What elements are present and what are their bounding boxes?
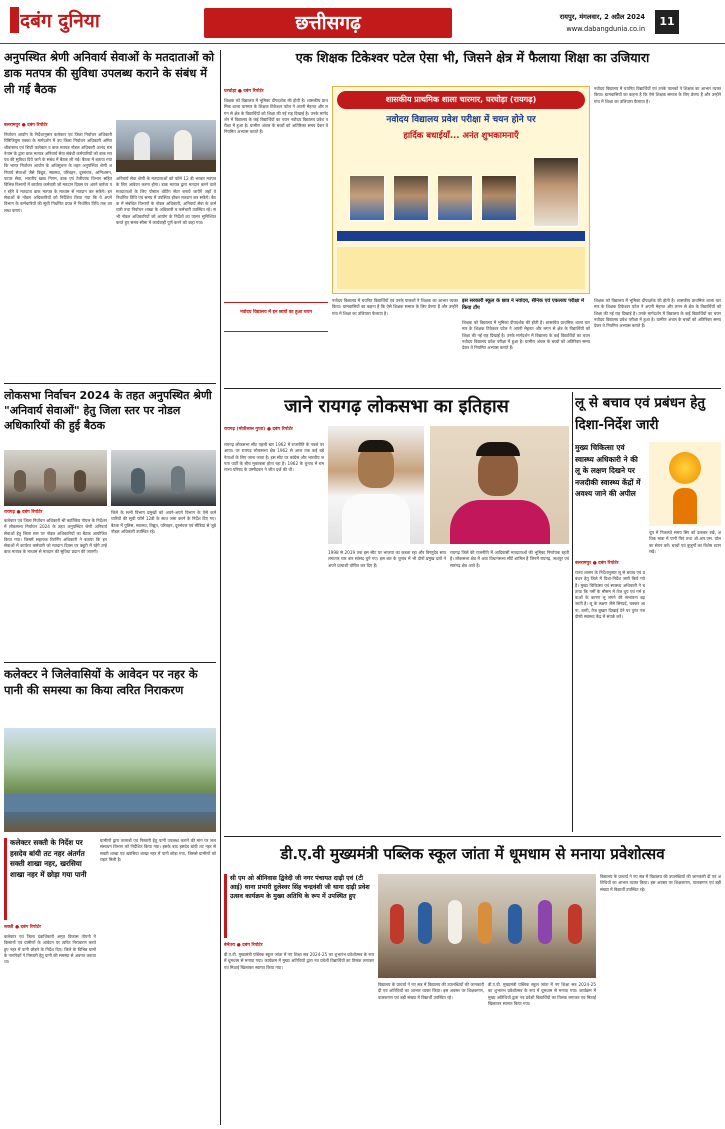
story-byline: बलरामपुर ● दबंग रिपोर्टर xyxy=(575,561,619,566)
story-headline[interactable]: एक शिक्षक टिकेश्वर पटेल ऐसा भी, जिसने क्षेत्र में फैलाया शिक्षा का उजियारा xyxy=(295,50,650,65)
sun-illustration xyxy=(649,442,721,526)
canal-water xyxy=(4,794,216,812)
story-subhead: सी एम ओ श्रीनिवास द्विवेदी जी नगर पंचायत दाढ़ी एवं (टी आई) थाना प्रभारी दुलेश्वर सिंह चन्द्रवंशी जी थाना दाढ़ी प्रवेश उत्सव कार्यक्रम के मुख्य अतिथि के रूप में उपस्थित हुए xyxy=(224,874,374,938)
story-byline: बलरामपुर ● दबंग रिपोर्टर xyxy=(4,123,48,128)
student-photo xyxy=(393,175,429,221)
story-body-col2: विद्यालय के प्राचार्य ने नए सत्र में विद्यालय की उपलब्धियों की जानकारी दी एवं अतिथियों का आभार व्यक्त किया। इस अवसर पर शिक्षकगण, पालकगण एवं बड़ी संख्या में विद्यार्थी उपस्थित रहे। xyxy=(378,982,484,1000)
story-body-col4: विद्यालय के प्राचार्य ने नए सत्र में विद्यालय की उपलब्धियों की जानकारी दी एवं अतिथियों का आभार व्यक्त किया। इस अवसर पर शिक्षकगण, पालकगण एवं बड़ी संख्या में विद्यार्थी उपस्थित रहे। xyxy=(600,874,721,892)
person-figure xyxy=(44,468,56,492)
masthead-logo: दबंग दुनिया xyxy=(20,10,100,32)
story-body-col1: डी.ए.वी. मुख्यमंत्री पब्लिक स्कूल जांता में नए शिक्षा सत्र 2024-25 का शुभारंभ प्रवेशोत्सव के रूप में धूमधाम से मनाया गया। कार्यक्रम में मुख्य अतिथियों द्वारा नव प्रवेशी विद्यार्थियों का तिलक लगाकर एवं मिठाई खिलाकर स्वागत किया गया। xyxy=(224,952,374,970)
person-figure xyxy=(568,904,582,944)
story-body-col1: रायगढ़ लोकसभा सीट पहली बार 1962 में राजनीति के नक्शे पर आया। पर रायगढ़ लोकसभा क्षेत्र 1962 से आज तक कई बड़े नेताओं के लिए जाना जाता है। इस सीट पर कांग्रेस और भारतीय जनता पार्टी के बीच मुकाबला होता रहा है। 1962 के चुनाव में राम राज्य परिषद के उम्मीदवार ने जीत दर्ज की थी। xyxy=(224,442,324,473)
story-body-col3: डी.ए.वी. मुख्यमंत्री पब्लिक स्कूल जांता में नए शिक्षा सत्र 2024-25 का शुभारंभ प्रवेशोत्सव के रूप में धूमधाम से मनाया गया। कार्यक्रम में मुख्य अतिथियों द्वारा नव प्रवेशी विद्यार्थियों का तिलक लगाकर एवं मिठाई खिलाकर स्वागत किया गया। xyxy=(488,982,596,1006)
portrait-hair xyxy=(358,440,394,452)
student-photo xyxy=(437,175,473,221)
student-photo xyxy=(481,175,517,221)
story-headline[interactable]: अनुपस्थित श्रेणी अनिवार्य सेवाओं के मतदाताओं को डाक मतपत्र की सुविधा उपलब्ध कराने के संबंध में ली गई बैठक xyxy=(4,51,215,96)
story-photo xyxy=(111,450,216,506)
table-shape xyxy=(116,160,216,172)
story-byline: रायगढ़ ● दबंग रिपोर्टर xyxy=(4,510,43,515)
person-figure xyxy=(174,130,192,162)
story-body-col2: धूप में निकलते समय सिर को ढककर रखें, अधिक मात्रा में पानी पिएं तथा ओ.आर.एस. घोल का सेवन करें। बच्चों एवं बुजुर्गों का विशेष ध्यान रखें। xyxy=(649,530,721,554)
story-body-col1: निर्वाचन आयोग के निर्देशानुसार कलेक्टर एवं जिला निर्वाचन अधिकारी रिमिजियुस एक्का के मार्गदर्शन में उप जिला निर्वाचन अधिकारी अमित श्रीवास्तव एवं डिप्टी कलेक्टर व डाक मतपत्र नोडल अधिकारी आनंद राम नेताम के द्वारा डाक मतपत्र अनिवार्य सेवा संबंधी कर्मचारियों को डाक मतपत्र की सुविधा दिये जाने के संबंध में बैठक ली गई। बैठक में बताया गया कि भारत निर्वाचन आयोग के अधिसूचना के तहत अनुपस्थित श्रेणी अनिवार्य सेवाओं जैसे विद्युत, स्वास्थ्य, परिवहन, दूरसंचार, अग्निशमन, फायर सेवा, भारतीय खाद्य निगम, डाक एवं टेलीग्राफ विभाग सहित विभिन्न विभागों में कार्यरत कर्मचारी जो मतदान दिवस पर अपने कर्तव्य पर रहेंगे वे मतदाता डाक मतपत्र के माध्यम से मतदान कर सकेंगे। इन सेवाओं के नोडल अधिकारियों को निर्देशित किया गया कि वे अपने विभाग के कर्मचारियों की सूची निर्धारित प्रपत्र में निर्धारित तिथि तक उपलब्ध कराएं। xyxy=(4,132,112,213)
story-body-col1: राज्य शासन के निर्देशानुसार लू से बचाव एवं प्रबंधन हेतु जिले में दिशा-निर्देश जारी किये गये हैं। मुख्य चिकित्सा एवं स्वास्थ्य अधिकारी ने बताया कि गर्मी के मौसम में तेज धूप एवं गर्म हवाओं के कारण लू लगने की संभावना बढ़ जाती है। लू के लक्षण जैसे सिरदर्द, चक्कर आना, उल्टी, तेज बुखार दिखाई देने पर तुरंत नजदीकी स्वास्थ्य केंद्र में संपर्क करें। xyxy=(575,570,645,620)
story-headline[interactable]: डी.ए.वी मुख्यमंत्री पब्लिक स्कूल जांता में धूमधाम से मनाया प्रवेशोत्सव xyxy=(280,845,665,863)
story-body-col2: ग्रामीणों द्वारा तालाबों एवं निस्तारी हेतु पानी उपलब्ध कराने की मांग पर जल संसाधन विभाग को निर्देशित किया गया। इसके बाद हसदेव बांयी तट नहर से सक्ती शाखा एवं खरसिया शाखा नहर में पानी छोड़ा गया, जिससे ग्रामीणों को राहत मिली है। xyxy=(100,838,216,862)
story-raigarh-history xyxy=(224,392,569,832)
story-body-col2: नवोदय विद्यालय में चयनित विद्यार्थियों एवं उनके पालकों ने शिक्षक का आभार व्यक्त किया। ग्रामवासियों का कहना है कि ऐसे शिक्षक समाज के लिए प्रेरणा हैं और उन्होंने गांव में शिक्षा का उजियारा फैलाया है। xyxy=(332,298,458,316)
story-dav-school-pravesh-utsav xyxy=(224,840,721,1126)
banner-title-bar xyxy=(337,91,585,109)
column-divider xyxy=(220,50,221,1125)
candidate-photo xyxy=(430,426,569,544)
event-photo xyxy=(378,874,596,978)
candidate-photo xyxy=(328,426,424,544)
story-body-col2: 1998 से 2019 तक इस सीट पर भाजपा का कब्जा रहा और विष्णुदेव साय लगातार चार बार सांसद चुने गए। इस बार के चुनाव में भी दोनों प्रमुख दलों ने अपने प्रत्याशी घोषित कर दिए हैं। xyxy=(328,550,446,568)
person-figure xyxy=(418,902,432,944)
person-figure xyxy=(390,904,404,944)
banner-school-name: शासकीय प्राथमिक शाला चारमार, घरघोड़ा (रायगढ़) xyxy=(385,95,537,104)
quote-text: नवोदय विद्यालय में इन छात्रों का हुआ चयन xyxy=(240,310,312,315)
story-headline[interactable]: लू से बचाव एवं प्रबंधन हेतु दिशा-निर्देश जारी xyxy=(575,395,706,433)
story-body-col2: अनिवार्य सेवा श्रेणी के मतदाताओं को फॉर्म 12 डी भरकर मतपत्र के लिए आवेदन करना होगा। डाक मतपत्र द्वारा मतदान करने वाले मतदाताओं के लिए पोस्टल वोटिंग सेंटर बनाये जायेंगे जहाँ वे निर्धारित तिथि एवं समय में उपस्थित होकर मतदान कर सकेंगे। बैठक में संबंधित विभागों के नोडल अधिकारी, अनिवार्य सेवा के कर्मचारी तथा निर्वाचन शाखा के अधिकारी व कर्मचारी उपस्थित रहे। सभी नोडल अधिकारियों को आयोग के निर्देशों का पालन सुनिश्चित करते हुए समय-सीमा में कार्यवाही पूर्ण करने को कहा गया। xyxy=(116,176,216,226)
portrait-hair xyxy=(476,442,520,456)
person-figure xyxy=(673,488,697,524)
column-rule xyxy=(4,383,216,384)
story-body-col2: जिले के सभी विभाग प्रमुखों को अपने-अपने विभाग के ऐसे कर्मचारियों की सूची फॉर्म 12डी के साथ जमा करने के निर्देश दिए गए। बैठक में पुलिस, स्वास्थ्य, विद्युत, परिवहन, दूरसंचार एवं मीडिया से जुड़े नोडल अधिकारी उपस्थित रहे। xyxy=(111,510,216,534)
story-photo xyxy=(116,120,216,172)
person-figure xyxy=(74,470,86,492)
column-rule xyxy=(4,662,216,663)
story-headline[interactable]: जाने रायगढ़ लोकसभा का इतिहास xyxy=(284,396,509,417)
story-quote xyxy=(224,302,328,332)
story-body-col1: कलेक्टर एवं जिला निर्वाचन अधिकारी श्री कार्तिकेय गोयल के निर्देशन में लोकसभा निर्वाचन 2024 के तहत अनुपस्थित श्रेणी अनिवार्य सेवाओं हेतु जिला स्तर पर नोडल अधिकारियों का बैठक आयोजित किया गया। जिसमें सहायक रिटर्निंग अधिकारी ने बताया कि इन सेवाओं में कार्यरत कर्मचारी जो मतदान दिवस पर ड्यूटी में रहेंगे उन्हें डाक मतपत्र के माध्यम से मतदान की सुविधा प्रदान की जाएगी। xyxy=(4,518,107,555)
school-banner xyxy=(332,86,590,294)
website-link[interactable]: www.dabangdunia.co.in xyxy=(566,25,645,33)
person-figure xyxy=(134,132,150,162)
banner-subtitle: नवोदय विद्यालय प्रवेश परीक्षा में चयन होने पर xyxy=(386,115,536,125)
person-figure xyxy=(538,900,552,944)
story-body-col1: कलेक्टर एवं जिला दंडाधिकारी अमृत विकास तोपनो ने किसानों एवं ग्रामीणों के आवेदन पर त्वरित निराकरण करते हुए नहर में पानी छोड़ने के निर्देश दिए। जिले के विभिन्न ग्रामों के नागरिकों ने निस्तारी हेतु पानी की समस्या से अवगत कराया था। xyxy=(4,934,96,965)
dateline: रायपुर, मंगलवार, 2 अप्रैल 2024 xyxy=(559,13,645,21)
story-nodal-officers-meeting xyxy=(4,388,216,658)
banner-footer xyxy=(337,247,585,289)
story-byline: रायगढ़ (मोतीलाल गुप्ता) ● दबंग रिपोर्टर xyxy=(224,427,293,432)
sun-icon xyxy=(669,452,701,484)
photo-caption: इस सरकारी स्कूल के छात्र ने नवोदय, सैनिक एवं एकलव्य परीक्षा में किया टॉप xyxy=(462,298,585,311)
story-headline[interactable]: कलेक्टर ने जिलेवासियों के आवेदन पर नहर के पानी की समस्या का किया त्वरित निराकरण xyxy=(4,667,198,697)
teacher-photo xyxy=(533,157,579,227)
section-banner xyxy=(204,8,452,38)
story-heatwave-guidelines xyxy=(575,392,721,832)
person-figure xyxy=(448,900,462,944)
section-title: छत्तीसगढ़ xyxy=(295,12,361,34)
story-headline[interactable]: लोकसभा निर्वाचन 2024 के तहत अनुपस्थित श्रेणी "अनिवार्य सेवाओं" हेतु जिला स्तर पर नोडल अधिकारियों की हुई बैठक xyxy=(4,389,212,432)
person-figure xyxy=(14,470,26,492)
story-teacher-tikeshwar xyxy=(224,50,721,384)
story-postal-ballot-meeting xyxy=(4,50,216,380)
banner-congrats: हार्दिक बधाईयाँ... अनंत शुभकामनाएँ xyxy=(403,131,519,141)
page-number: 11 xyxy=(655,10,679,34)
masthead xyxy=(0,0,725,44)
story-body-col3: रायगढ़ जिले की राजनीति में आदिवासी मतदाताओं की भूमिका निर्णायक रहती है। लोकसभा क्षेत्र में आठ विधानसभा सीटें शामिल हैं जिनमें रायगढ़, जशपुर एवं सारंगढ़ क्षेत्र आते हैं। xyxy=(450,550,569,568)
photo-caption: कलेक्टर सक्ती के निर्देश पर हसदेव बांयी तट नहर अंतर्गत सक्ती शाखा नहर, खरसिया शाखा नहर में छोड़ा गया पानी xyxy=(4,838,96,920)
canal-photo xyxy=(4,728,216,832)
person-figure xyxy=(171,466,185,494)
story-canal-water xyxy=(4,666,216,1126)
story-byline: बेमेतरा ● दबंग रिपोर्टर xyxy=(224,943,263,948)
story-body-col5: शिक्षक को विद्यालय में भूमिका दीपदर्शक की होती है। शासकीय प्राथमिक शाला चारमार के शिक्षक टिकेश्वर पटेल ने अपनी मेहनत और लगन से क्षेत्र के विद्यार्थियों को शिक्षा की नई राह दिखाई है। उनके मार्गदर्शन में विद्यालय के कई विद्यार्थियों का चयन नवोदय विद्यालय प्रवेश परीक्षा में हुआ है। ग्रामीण अंचल के बच्चों को अतिरिक्त समय देकर वे नियमित अभ्यास कराते हैं। xyxy=(594,298,721,329)
portrait-shirt xyxy=(342,494,410,544)
masthead-rule xyxy=(0,43,725,44)
story-photo xyxy=(4,450,107,506)
person-figure xyxy=(508,904,522,944)
story-body-col4: नवोदय विद्यालय में चयनित विद्यार्थियों एवं उनके पालकों ने शिक्षक का आभार व्यक्त किया। ग्रामवासियों का कहना है कि ऐसे शिक्षक समाज के लिए प्रेरणा हैं और उन्होंने गांव में शिक्षा का उजियारा फैलाया है। xyxy=(594,86,721,104)
portrait-saree xyxy=(450,500,550,544)
story-byline: सक्ती ● दबंग रिपोर्टर xyxy=(4,925,41,930)
story-body-col3: शिक्षक को विद्यालय में भूमिका दीपदर्शक की होती है। शासकीय प्राथमिक शाला चारमार के शिक्षक टिकेश्वर पटेल ने अपनी मेहनत और लगन से क्षेत्र के विद्यार्थियों को शिक्षा की नई राह दिखाई है। उनके मार्गदर्शन में विद्यालय के कई विद्यार्थियों का चयन नवोदय विद्यालय प्रवेश परीक्षा में हुआ है। ग्रामीण अंचल के बच्चों को अतिरिक्त समय देकर वे नियमित अभ्यास कराते हैं। xyxy=(462,320,590,351)
column-divider xyxy=(572,392,573,832)
person-figure xyxy=(478,902,492,944)
story-byline: घरघोड़ा ● दबंग रिपोर्टर xyxy=(224,89,264,94)
masthead-logo-badge xyxy=(10,7,19,33)
story-body-col1: शिक्षक को विद्यालय में भूमिका दीपदर्शक की होती है। शासकीय प्राथमिक शाला चारमार के शिक्षक टिकेश्वर पटेल ने अपनी मेहनत और लगन से क्षेत्र के विद्यार्थियों को शिक्षा की नई राह दिखाई है। उनके मार्गदर्शन में विद्यालय के कई विद्यार्थियों का चयन नवोदय विद्यालय प्रवेश परीक्षा में हुआ है। ग्रामीण अंचल के बच्चों को अतिरिक्त समय देकर वे नियमित अभ्यास कराते हैं। xyxy=(224,98,328,135)
story-subhead: मुख्य चिकित्सा एवं स्वास्थ्य अधिकारी ने की लू के लक्षण दिखने पर नजदीकी स्वास्थ्य केंद्रों में अवश्य जाने की अपील xyxy=(575,443,641,498)
section-rule xyxy=(224,836,721,837)
student-photo xyxy=(349,175,385,221)
person-figure xyxy=(131,468,145,494)
section-rule xyxy=(224,388,721,389)
name-strip xyxy=(337,231,585,241)
